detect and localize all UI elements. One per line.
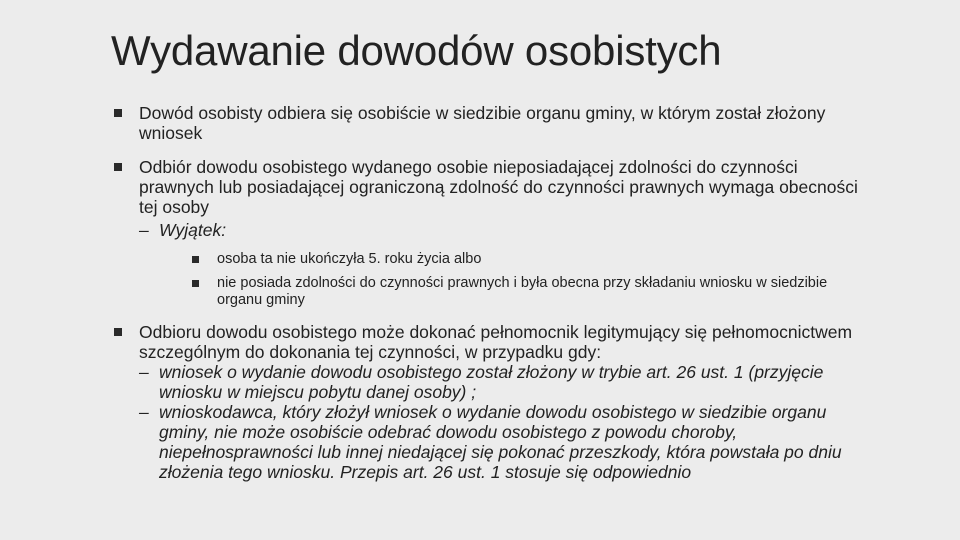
bullet-text: Odbioru dowodu osobistego może dokonać pełnomocnik legitymujący się pełnomocnictwem szczególnym do dokonania tej czynności, w przypadku gdy: xyxy=(139,322,853,362)
dash-icon: – xyxy=(139,402,149,422)
sub-item-condition-2 xyxy=(139,402,874,482)
slide-content xyxy=(114,103,874,482)
dash-icon: – xyxy=(139,220,149,240)
sub-item-text: wniosek o wydanie dowodu osobistego został złożony w trybie art. 26 ust. 1 (przyjęcie wniosku w miejscu pobytu danej osoby) ; xyxy=(159,362,824,402)
sub-sub-item-text: nie posiada zdolności do czynności prawnych i była obecna przy składaniu wniosku w siedzibie organu gminy xyxy=(217,275,828,308)
sub-item-text: Wyjątek: xyxy=(159,220,227,240)
sub-sub-item-2 xyxy=(192,275,874,309)
bullet-item-2 xyxy=(114,157,874,217)
square-bullet-icon xyxy=(192,256,199,263)
sub-item-exception xyxy=(139,220,874,240)
square-bullet-icon xyxy=(114,109,122,117)
sub-item-condition-1 xyxy=(139,362,874,402)
bullet-text: Dowód osobisty odbiera się osobiście w siedzibie organu gminy, w którym został złożony wniosek xyxy=(139,103,826,143)
bullet-text: Odbiór dowodu osobistego wydanego osobie nieposiadającej zdolności do czynności prawnych lub posiadającej ograniczoną zdolność do czynności prawnych wymaga obecności tej osoby xyxy=(139,157,858,217)
square-bullet-icon xyxy=(114,328,122,336)
square-bullet-icon xyxy=(192,280,199,287)
square-bullet-icon xyxy=(114,163,122,171)
sub-sub-item-1 xyxy=(192,251,874,268)
slide-title: Wydawanie dowodów osobistych xyxy=(111,27,722,74)
sub-item-text: wnioskodawca, który złożył wniosek o wydanie dowodu osobistego w siedzibie organu gminy, nie może osobiście odebrać dowodu osobistego z powodu choroby, niepełnosprawności lub innej niedającej się pokonać przeszkody, która powstała po dniu złożenia tego wniosku. Przepis art. 26 ust. 1 stosuje się odpowiednio xyxy=(159,402,842,482)
bullet-item-1 xyxy=(114,103,874,143)
dash-icon: – xyxy=(139,362,149,382)
bullet-item-3 xyxy=(114,322,874,362)
sub-sub-item-text: osoba ta nie ukończyła 5. roku życia albo xyxy=(217,251,482,267)
